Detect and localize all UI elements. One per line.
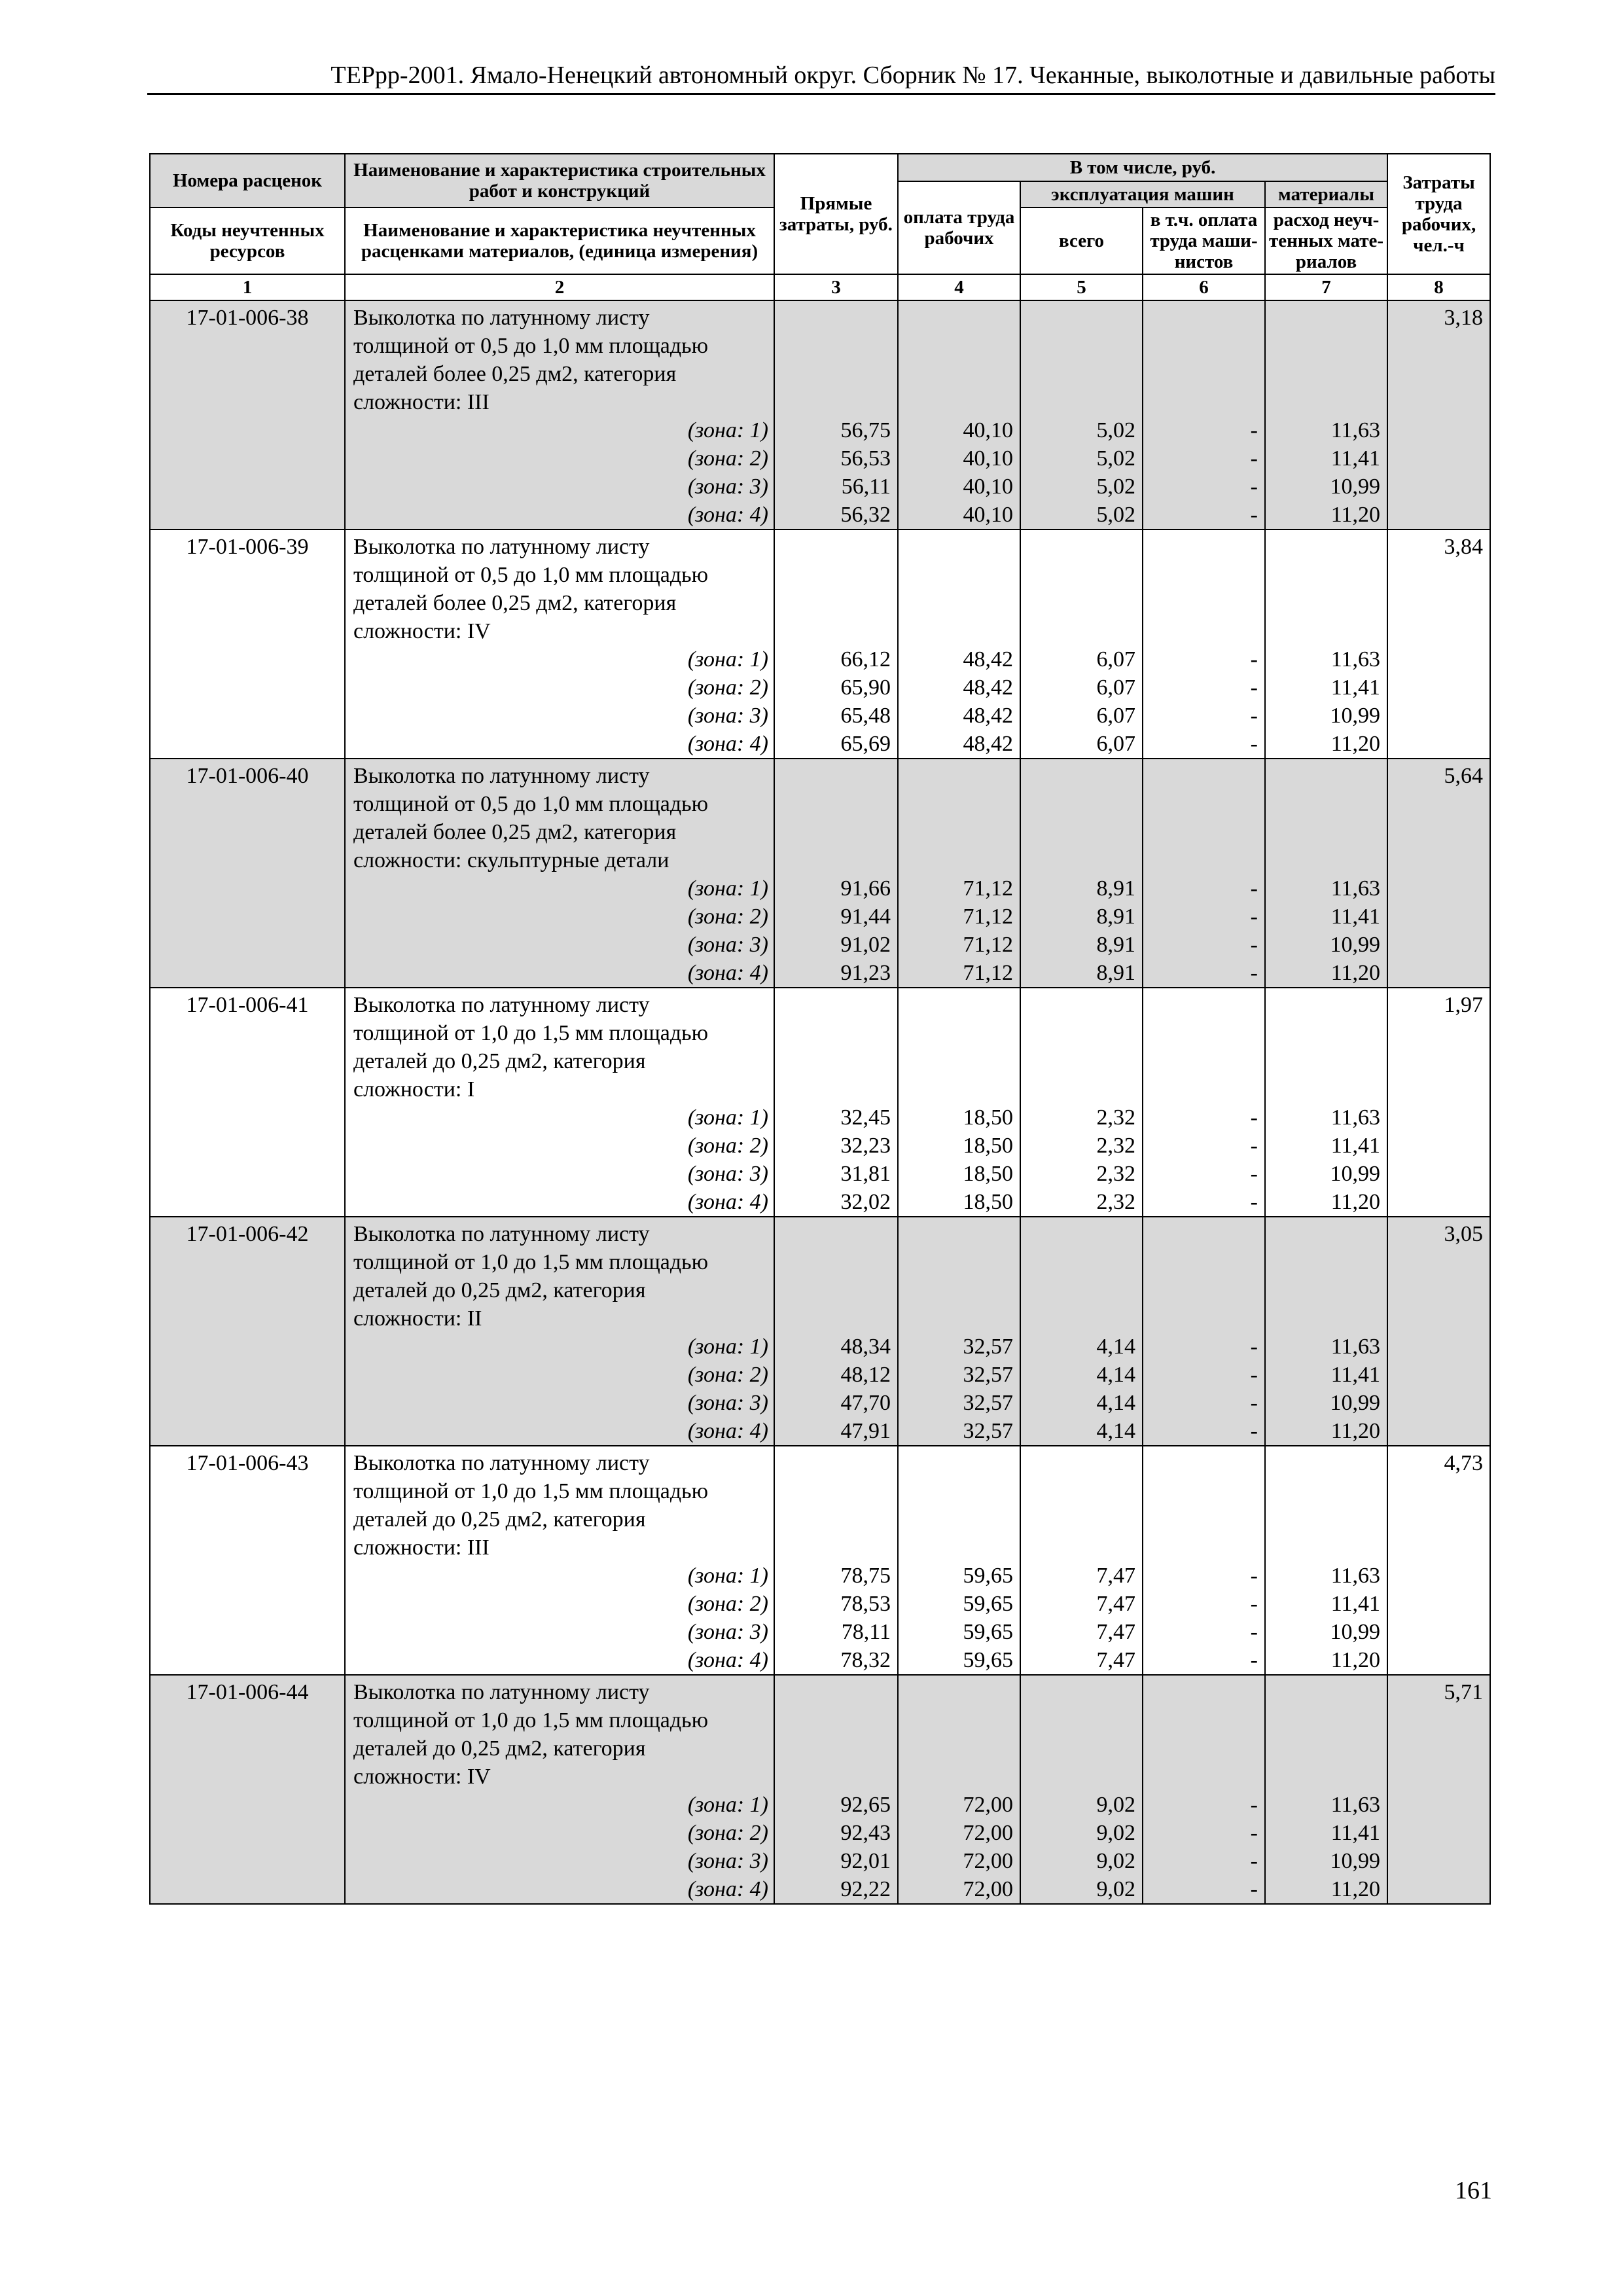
- materials-cost-cell: [1265, 300, 1387, 529]
- worker-wages-value: 72,00: [963, 1877, 1013, 1901]
- labor-cost-value: 3,84: [1387, 529, 1490, 759]
- rate-code: 17-01-006-38: [150, 300, 345, 529]
- direct-cost-cell: [774, 759, 898, 988]
- worker-wages-value: 71,12: [963, 961, 1013, 985]
- materials-cost-value: 11,20: [1330, 1190, 1381, 1214]
- materials-cost-value: 11,20: [1330, 961, 1381, 985]
- description-line: сложности: II: [353, 1306, 482, 1331]
- machinists-wages-cell: [1143, 1446, 1265, 1675]
- machinists-wages-value: -: [1250, 1105, 1258, 1130]
- zone-label: (зона: 4): [687, 503, 768, 527]
- direct-cost-value: 48,12: [840, 1363, 891, 1387]
- direct-cost-value: 47,70: [840, 1391, 891, 1415]
- header-unaccounted-name: Наименование и характеристика неучтенных расценками материалов, (единица измерения): [345, 207, 774, 274]
- worker-wages-value: 40,10: [963, 446, 1013, 471]
- materials-cost-cell: [1265, 988, 1387, 1217]
- description-line: Выколотка по латунному листу: [353, 306, 650, 330]
- machinists-wages-value: -: [1250, 1391, 1258, 1415]
- labor-cost-value: 5,71: [1387, 1675, 1490, 1904]
- zone-label: (зона: 3): [687, 933, 768, 957]
- page-number: 161: [1455, 2177, 1492, 2204]
- materials-cost-value: 11,63: [1330, 1105, 1381, 1130]
- direct-cost-value: 32,23: [840, 1134, 891, 1158]
- zone-label: (зона: 2): [687, 1363, 768, 1387]
- worker-wages-value: 48,42: [963, 647, 1013, 672]
- direct-cost-value: 56,53: [840, 446, 891, 471]
- machine-cost-cell: [1020, 300, 1143, 529]
- worker-wages-cell: [898, 1217, 1020, 1446]
- machine-cost-value: 8,91: [1096, 933, 1135, 957]
- machinists-wages-value: -: [1250, 1564, 1258, 1588]
- worker-wages-value: 32,57: [963, 1363, 1013, 1387]
- machine-cost-cell: [1020, 759, 1143, 988]
- zone-label: (зона: 4): [687, 732, 768, 756]
- machine-cost-value: 8,91: [1096, 961, 1135, 985]
- worker-wages-cell: [898, 759, 1020, 988]
- materials-cost-cell: [1265, 1675, 1387, 1904]
- rate-code: 17-01-006-41: [150, 988, 345, 1217]
- work-description: [345, 529, 774, 759]
- description-line: сложности: III: [353, 390, 490, 414]
- machine-cost-value: 5,02: [1096, 503, 1135, 527]
- worker-wages-value: 18,50: [963, 1162, 1013, 1186]
- machine-cost-cell: [1020, 988, 1143, 1217]
- machinists-wages-value: -: [1250, 1620, 1258, 1644]
- machinists-wages-cell: [1143, 759, 1265, 988]
- machinists-wages-value: -: [1250, 1419, 1258, 1443]
- materials-cost-value: 11,20: [1330, 1877, 1381, 1901]
- machinists-wages-cell: [1143, 988, 1265, 1217]
- direct-cost-cell: [774, 1217, 898, 1446]
- direct-cost-value: 78,75: [840, 1564, 891, 1588]
- machinists-wages-value: -: [1250, 1335, 1258, 1359]
- worker-wages-cell: [898, 988, 1020, 1217]
- direct-cost-value: 65,90: [840, 675, 891, 700]
- description-line: деталей более 0,25 дм2, категория: [353, 362, 677, 386]
- description-line: Выколотка по латунному листу: [353, 1222, 650, 1246]
- table-header: [150, 154, 1490, 300]
- direct-cost-value: 47,91: [840, 1419, 891, 1443]
- materials-cost-value: 11,41: [1330, 1592, 1381, 1616]
- rate-code: 17-01-006-40: [150, 759, 345, 988]
- description-line: деталей до 0,25 дм2, категория: [353, 1049, 646, 1073]
- header-work-name: Наименование и характеристика строительных работ и конструкций: [345, 154, 774, 207]
- machinists-wages-cell: [1143, 1675, 1265, 1904]
- zone-label: (зона: 4): [687, 1419, 768, 1443]
- direct-cost-value: 92,43: [840, 1821, 891, 1845]
- direct-cost-value: 92,65: [840, 1793, 891, 1817]
- worker-wages-value: 48,42: [963, 675, 1013, 700]
- description-line: деталей более 0,25 дм2, категория: [353, 820, 677, 844]
- rates-table: [149, 153, 1491, 1905]
- machine-cost-value: 7,47: [1096, 1592, 1135, 1616]
- rate-code: 17-01-006-42: [150, 1217, 345, 1446]
- worker-wages-cell: [898, 300, 1020, 529]
- direct-cost-value: 48,34: [840, 1335, 891, 1359]
- worker-wages-value: 18,50: [963, 1105, 1013, 1130]
- direct-cost-value: 65,69: [840, 732, 891, 756]
- zone-label: (зона: 4): [687, 1190, 768, 1214]
- worker-wages-value: 72,00: [963, 1849, 1013, 1873]
- machine-cost-value: 7,47: [1096, 1564, 1135, 1588]
- machinists-wages-value: -: [1250, 1190, 1258, 1214]
- direct-cost-value: 56,32: [840, 503, 891, 527]
- machinists-wages-value: -: [1250, 704, 1258, 728]
- machinists-wages-value: -: [1250, 1592, 1258, 1616]
- machine-cost-value: 2,32: [1096, 1105, 1135, 1130]
- direct-cost-value: 31,81: [840, 1162, 891, 1186]
- header-worker-wages: оплата труда рабочих: [898, 181, 1020, 274]
- direct-cost-cell: [774, 1446, 898, 1675]
- materials-cost-cell: [1265, 759, 1387, 988]
- machine-cost-value: 9,02: [1096, 1877, 1135, 1901]
- machine-cost-cell: [1020, 1217, 1143, 1446]
- machinists-wages-value: -: [1250, 961, 1258, 985]
- materials-cost-value: 11,20: [1330, 1419, 1381, 1443]
- description-line: сложности: IV: [353, 619, 491, 643]
- work-description: [345, 1675, 774, 1904]
- materials-cost-cell: [1265, 1446, 1387, 1675]
- work-description: [345, 1446, 774, 1675]
- machine-cost-value: 9,02: [1096, 1793, 1135, 1817]
- zone-label: (зона: 2): [687, 1821, 768, 1845]
- zone-label: (зона: 2): [687, 446, 768, 471]
- worker-wages-value: 40,10: [963, 418, 1013, 442]
- direct-cost-value: 32,02: [840, 1190, 891, 1214]
- machine-cost-value: 5,02: [1096, 446, 1135, 471]
- header-materials: материалы: [1265, 181, 1387, 207]
- worker-wages-value: 59,65: [963, 1592, 1013, 1616]
- materials-cost-value: 11,41: [1330, 675, 1381, 700]
- materials-cost-value: 11,20: [1330, 503, 1381, 527]
- direct-cost-cell: [774, 300, 898, 529]
- materials-cost-value: 11,63: [1330, 647, 1381, 672]
- worker-wages-value: 48,42: [963, 704, 1013, 728]
- labor-cost-value: 5,64: [1387, 759, 1490, 988]
- materials-cost-value: 10,99: [1330, 704, 1381, 728]
- worker-wages-value: 59,65: [963, 1620, 1013, 1644]
- materials-cost-value: 10,99: [1330, 933, 1381, 957]
- rate-code: 17-01-006-44: [150, 1675, 345, 1904]
- header-machine-operation: эксплуатация машин: [1020, 181, 1265, 207]
- worker-wages-value: 72,00: [963, 1821, 1013, 1845]
- zone-label: (зона: 3): [687, 704, 768, 728]
- direct-cost-value: 56,11: [841, 475, 891, 499]
- machinists-wages-cell: [1143, 1217, 1265, 1446]
- column-number: 3: [774, 274, 898, 300]
- worker-wages-value: 32,57: [963, 1335, 1013, 1359]
- worker-wages-value: 40,10: [963, 475, 1013, 499]
- machinists-wages-value: -: [1250, 1363, 1258, 1387]
- worker-wages-value: 18,50: [963, 1190, 1013, 1214]
- worker-wages-cell: [898, 529, 1020, 759]
- machine-cost-cell: [1020, 529, 1143, 759]
- worker-wages-value: 59,65: [963, 1564, 1013, 1588]
- machine-cost-value: 7,47: [1096, 1620, 1135, 1644]
- machinists-wages-value: -: [1250, 446, 1258, 471]
- direct-cost-value: 56,75: [840, 418, 891, 442]
- direct-cost-value: 92,22: [840, 1877, 891, 1901]
- table-row: [150, 1675, 1490, 1904]
- description-line: Выколотка по латунному листу: [353, 535, 650, 559]
- machine-cost-cell: [1020, 1675, 1143, 1904]
- zone-label: (зона: 2): [687, 905, 768, 929]
- description-line: толщиной от 0,5 до 1,0 мм площадью: [353, 792, 709, 816]
- machine-cost-value: 2,32: [1096, 1134, 1135, 1158]
- machine-cost-value: 2,32: [1096, 1162, 1135, 1186]
- description-line: толщиной от 1,0 до 1,5 мм площадью: [353, 1479, 709, 1503]
- machine-cost-value: 4,14: [1096, 1419, 1135, 1443]
- machinists-wages-cell: [1143, 529, 1265, 759]
- machine-cost-value: 8,91: [1096, 905, 1135, 929]
- zone-label: (зона: 1): [687, 1105, 768, 1130]
- direct-cost-cell: [774, 529, 898, 759]
- materials-cost-cell: [1265, 1217, 1387, 1446]
- work-description: [345, 300, 774, 529]
- running-header: ТЕРрр-2001. Ямало-Ненецкий автономный округ. Сборник № 17. Чеканные, выколотные и давильные работы: [147, 60, 1495, 95]
- direct-cost-value: 66,12: [840, 647, 891, 672]
- worker-wages-value: 71,12: [963, 905, 1013, 929]
- worker-wages-cell: [898, 1675, 1020, 1904]
- zone-label: (зона: 1): [687, 418, 768, 442]
- direct-cost-cell: [774, 988, 898, 1217]
- table-row: [150, 1446, 1490, 1675]
- direct-cost-value: 78,11: [841, 1620, 891, 1644]
- materials-cost-value: 10,99: [1330, 475, 1381, 499]
- description-line: деталей до 0,25 дм2, категория: [353, 1736, 646, 1761]
- worker-wages-cell: [898, 1446, 1020, 1675]
- machinists-wages-value: -: [1250, 732, 1258, 756]
- zone-label: (зона: 1): [687, 1793, 768, 1817]
- direct-cost-value: 78,53: [840, 1592, 891, 1616]
- machinists-wages-value: -: [1250, 1648, 1258, 1672]
- direct-cost-value: 32,45: [840, 1105, 891, 1130]
- machinists-wages-value: -: [1250, 418, 1258, 442]
- direct-cost-value: 78,32: [840, 1648, 891, 1672]
- rate-code: 17-01-006-43: [150, 1446, 345, 1675]
- zone-label: (зона: 2): [687, 1134, 768, 1158]
- machine-cost-value: 4,14: [1096, 1391, 1135, 1415]
- work-description: [345, 988, 774, 1217]
- work-description: [345, 759, 774, 988]
- worker-wages-value: 59,65: [963, 1648, 1013, 1672]
- header-direct-costs: Прямые затраты, руб.: [774, 154, 898, 274]
- labor-cost-value: 3,05: [1387, 1217, 1490, 1446]
- labor-cost-value: 1,97: [1387, 988, 1490, 1217]
- worker-wages-value: 71,12: [963, 933, 1013, 957]
- zone-label: (зона: 2): [687, 675, 768, 700]
- machinists-wages-value: -: [1250, 876, 1258, 901]
- table-body: [150, 300, 1490, 1904]
- materials-cost-value: 10,99: [1330, 1391, 1381, 1415]
- description-line: Выколотка по латунному листу: [353, 1451, 650, 1475]
- column-number: 8: [1387, 274, 1490, 300]
- direct-cost-value: 65,48: [840, 704, 891, 728]
- direct-cost-value: 91,66: [840, 876, 891, 901]
- worker-wages-value: 48,42: [963, 732, 1013, 756]
- machinists-wages-value: -: [1250, 1877, 1258, 1901]
- header-unaccounted-codes: Коды неучтенных ресурсов: [150, 207, 345, 274]
- zone-label: (зона: 1): [687, 1564, 768, 1588]
- machinists-wages-value: -: [1250, 905, 1258, 929]
- machinists-wages-cell: [1143, 300, 1265, 529]
- column-number: 5: [1020, 274, 1143, 300]
- machine-cost-value: 6,07: [1096, 675, 1135, 700]
- materials-cost-value: 11,41: [1330, 1821, 1381, 1845]
- labor-cost-value: 3,18: [1387, 300, 1490, 529]
- table-row: [150, 759, 1490, 988]
- column-number: 4: [898, 274, 1020, 300]
- column-number: 2: [345, 274, 774, 300]
- machinists-wages-value: -: [1250, 1134, 1258, 1158]
- header-machines-total: всего: [1020, 207, 1143, 274]
- machine-cost-value: 4,14: [1096, 1363, 1135, 1387]
- description-line: толщиной от 1,0 до 1,5 мм площадью: [353, 1021, 709, 1045]
- description-line: сложности: III: [353, 1535, 490, 1560]
- machine-cost-cell: [1020, 1446, 1143, 1675]
- description-line: деталей до 0,25 дм2, категория: [353, 1278, 646, 1302]
- materials-cost-value: 11,63: [1330, 418, 1381, 442]
- machine-cost-value: 9,02: [1096, 1821, 1135, 1845]
- zone-label: (зона: 3): [687, 1849, 768, 1873]
- header-machinists-wages: в т.ч. оплата труда маши-нистов: [1143, 207, 1265, 274]
- materials-cost-value: 11,41: [1330, 446, 1381, 471]
- materials-cost-value: 11,20: [1330, 1648, 1381, 1672]
- work-description: [345, 1217, 774, 1446]
- machinists-wages-value: -: [1250, 1849, 1258, 1873]
- description-line: сложности: I: [353, 1077, 475, 1102]
- direct-cost-value: 91,44: [840, 905, 891, 929]
- table-row: [150, 988, 1490, 1217]
- header-unaccounted-materials: расход неуч-тенных мате-риалов: [1265, 207, 1387, 274]
- description-line: деталей более 0,25 дм2, категория: [353, 591, 677, 615]
- description-line: толщиной от 1,0 до 1,5 мм площадью: [353, 1250, 709, 1274]
- direct-cost-value: 91,23: [840, 961, 891, 985]
- description-line: деталей до 0,25 дм2, категория: [353, 1507, 646, 1532]
- zone-label: (зона: 3): [687, 475, 768, 499]
- machinists-wages-value: -: [1250, 647, 1258, 672]
- machinists-wages-value: -: [1250, 1793, 1258, 1817]
- machine-cost-value: 9,02: [1096, 1849, 1135, 1873]
- description-line: сложности: IV: [353, 1765, 491, 1789]
- machine-cost-value: 4,14: [1096, 1335, 1135, 1359]
- column-number-row: [150, 274, 1490, 300]
- worker-wages-value: 18,50: [963, 1134, 1013, 1158]
- materials-cost-value: 11,41: [1330, 1134, 1381, 1158]
- direct-cost-value: 91,02: [840, 933, 891, 957]
- header-including: В том числе, руб.: [898, 154, 1387, 181]
- materials-cost-value: 11,41: [1330, 905, 1381, 929]
- description-line: толщиной от 1,0 до 1,5 мм площадью: [353, 1708, 709, 1732]
- machinists-wages-value: -: [1250, 933, 1258, 957]
- zone-label: (зона: 4): [687, 1877, 768, 1901]
- materials-cost-value: 11,41: [1330, 1363, 1381, 1387]
- description-line: толщиной от 0,5 до 1,0 мм площадью: [353, 563, 709, 587]
- machine-cost-value: 6,07: [1096, 732, 1135, 756]
- worker-wages-value: 32,57: [963, 1419, 1013, 1443]
- machine-cost-value: 6,07: [1096, 647, 1135, 672]
- description-line: Выколотка по латунному листу: [353, 1680, 650, 1704]
- machine-cost-value: 2,32: [1096, 1190, 1135, 1214]
- machinists-wages-value: -: [1250, 1821, 1258, 1845]
- machine-cost-value: 7,47: [1096, 1648, 1135, 1672]
- materials-cost-value: 10,99: [1330, 1620, 1381, 1644]
- column-number: 7: [1265, 274, 1387, 300]
- description-line: Выколотка по латунному листу: [353, 993, 650, 1017]
- zone-label: (зона: 3): [687, 1162, 768, 1186]
- worker-wages-value: 72,00: [963, 1793, 1013, 1817]
- machinists-wages-value: -: [1250, 475, 1258, 499]
- description-line: толщиной от 0,5 до 1,0 мм площадью: [353, 334, 709, 358]
- zone-label: (зона: 1): [687, 876, 768, 901]
- materials-cost-value: 11,63: [1330, 876, 1381, 901]
- header-rate-numbers: Номера расценок: [150, 154, 345, 207]
- zone-label: (зона: 3): [687, 1391, 768, 1415]
- materials-cost-cell: [1265, 529, 1387, 759]
- table-row: [150, 529, 1490, 759]
- zone-label: (зона: 4): [687, 1648, 768, 1672]
- table-row: [150, 300, 1490, 529]
- labor-cost-value: 4,73: [1387, 1446, 1490, 1675]
- zone-label: (зона: 2): [687, 1592, 768, 1616]
- materials-cost-value: 11,20: [1330, 732, 1381, 756]
- worker-wages-value: 71,12: [963, 876, 1013, 901]
- machinists-wages-value: -: [1250, 503, 1258, 527]
- description-line: Выколотка по латунному листу: [353, 764, 650, 788]
- table-row: [150, 1217, 1490, 1446]
- description-line: сложности: скульптурные детали: [353, 848, 669, 872]
- machine-cost-value: 5,02: [1096, 418, 1135, 442]
- zone-label: (зона: 3): [687, 1620, 768, 1644]
- direct-cost-value: 92,01: [840, 1849, 891, 1873]
- machine-cost-value: 8,91: [1096, 876, 1135, 901]
- worker-wages-value: 40,10: [963, 503, 1013, 527]
- header-labor-costs: Затраты труда рабочих, чел.-ч: [1387, 154, 1490, 274]
- machine-cost-value: 6,07: [1096, 704, 1135, 728]
- zone-label: (зона: 1): [687, 647, 768, 672]
- column-number: 6: [1143, 274, 1265, 300]
- zone-label: (зона: 4): [687, 961, 768, 985]
- column-number: 1: [150, 274, 345, 300]
- machine-cost-value: 5,02: [1096, 475, 1135, 499]
- materials-cost-value: 11,63: [1330, 1564, 1381, 1588]
- machinists-wages-value: -: [1250, 1162, 1258, 1186]
- materials-cost-value: 10,99: [1330, 1849, 1381, 1873]
- materials-cost-value: 10,99: [1330, 1162, 1381, 1186]
- rate-code: 17-01-006-39: [150, 529, 345, 759]
- materials-cost-value: 11,63: [1330, 1335, 1381, 1359]
- zone-label: (зона: 1): [687, 1335, 768, 1359]
- direct-cost-cell: [774, 1675, 898, 1904]
- machinists-wages-value: -: [1250, 675, 1258, 700]
- worker-wages-value: 32,57: [963, 1391, 1013, 1415]
- materials-cost-value: 11,63: [1330, 1793, 1381, 1817]
